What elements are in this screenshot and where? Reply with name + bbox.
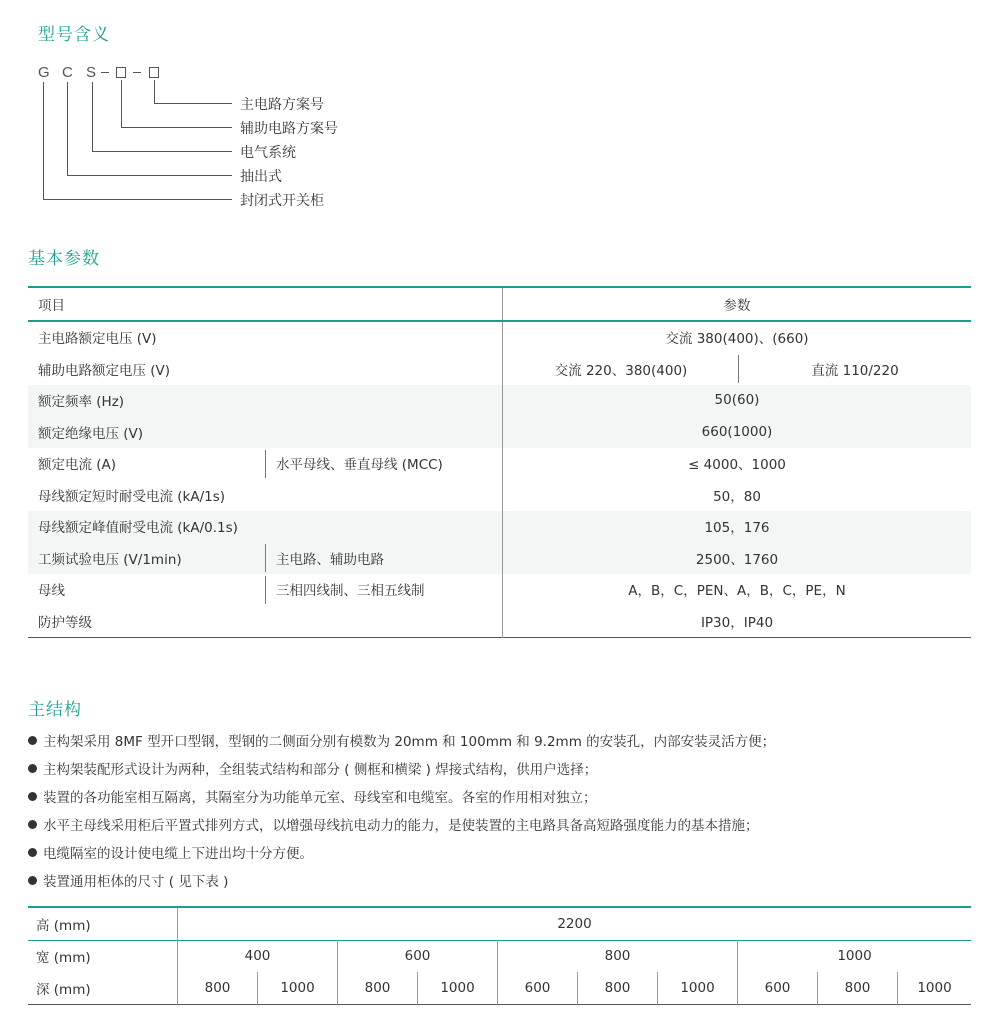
connector bbox=[92, 82, 93, 151]
row-label: 额定频率 (Hz) bbox=[28, 385, 503, 417]
cell-divider bbox=[265, 544, 266, 572]
cell-divider bbox=[265, 450, 266, 478]
depth-value: 600 bbox=[498, 972, 578, 1004]
connector bbox=[67, 175, 232, 176]
width-value: 400 bbox=[178, 940, 338, 972]
table-row bbox=[28, 416, 971, 448]
row-value: A，B，C，PEN、A，B，C，PE，N bbox=[503, 574, 972, 606]
code-s: S bbox=[86, 64, 97, 81]
bullet-text: 主构架装配形式设计为两种，全组装式结构和部分 ( 侧框和横梁 ) 焊接式结构，供用户选择； bbox=[43, 762, 598, 778]
table-row bbox=[28, 385, 971, 417]
width-label: 宽 (mm) bbox=[36, 950, 91, 967]
depth-value: 800 bbox=[818, 972, 898, 1004]
width-value: 600 bbox=[338, 940, 498, 972]
row-label-cell bbox=[28, 574, 266, 606]
row-label: 母线额定短时耐受电流 (kA/1s) bbox=[38, 488, 226, 505]
row-label: 工频试验电压 (V/1min) bbox=[38, 551, 182, 568]
row-value: IP30，IP40 bbox=[503, 605, 972, 637]
connector bbox=[43, 82, 44, 199]
structure-title: 主结构 bbox=[28, 700, 82, 720]
table-row bbox=[28, 542, 971, 574]
depth-value: 1000 bbox=[898, 972, 972, 1004]
depth-value: 1000 bbox=[658, 972, 738, 1004]
params-table bbox=[28, 286, 971, 638]
depth-value: 800 bbox=[178, 972, 258, 1004]
width-value: 1000 bbox=[738, 940, 972, 972]
row-label: 额定绝缘电压 (V) bbox=[28, 416, 503, 448]
bullet-icon bbox=[28, 736, 37, 745]
label-withdrawable: 抽出式 bbox=[240, 169, 282, 185]
row-label: 母线额定峰值耐受电流 (kA/0.1s) bbox=[28, 511, 503, 543]
list-item bbox=[28, 788, 775, 816]
code-box-main bbox=[149, 67, 159, 78]
list-item bbox=[28, 872, 775, 900]
row-value: 50(60) bbox=[503, 385, 972, 417]
row-label: 额定电流 (A) bbox=[38, 457, 117, 474]
table-row bbox=[28, 972, 971, 1004]
row-value: 50，80 bbox=[503, 479, 972, 511]
code-dash bbox=[101, 72, 109, 73]
depth-value: 800 bbox=[578, 972, 658, 1004]
depth-value: 1000 bbox=[418, 972, 498, 1004]
size-table bbox=[28, 906, 971, 1005]
label-main-circuit: 主电路方案号 bbox=[240, 97, 324, 113]
row-value: ≤ 4000、1000 bbox=[503, 448, 972, 480]
list-item bbox=[28, 760, 775, 788]
bullet-text: 主构架采用 8MF 型开口型钢，型钢的二侧面分别有模数为 20mm 和 100mm 和 9.2mm 的安装孔，内部安装灵活方便； bbox=[43, 734, 776, 750]
row-value: 2500、1760 bbox=[503, 542, 972, 574]
code-dash bbox=[133, 72, 141, 73]
row-sublabel: 水平母线、垂直母线 (MCC) bbox=[276, 457, 443, 474]
header-item: 项目 bbox=[38, 297, 65, 314]
table-row bbox=[28, 321, 971, 354]
label-enclosed-switchgear: 封闭式开关柜 bbox=[240, 193, 324, 209]
connector bbox=[67, 82, 68, 175]
code-g: G bbox=[38, 64, 50, 81]
table-row bbox=[28, 511, 971, 543]
row-value-dc: 直流 110/220 bbox=[811, 362, 899, 379]
bullet-text: 装置的各功能室相互隔离，其隔室分为功能单元室、母线室和电缆室。各室的作用相对独立； bbox=[43, 790, 597, 806]
height-value: 2200 bbox=[178, 907, 972, 940]
row-sublabel: 三相四线制、三相五线制 bbox=[276, 583, 425, 600]
params-title: 基本参数 bbox=[28, 249, 100, 269]
height-label: 高 (mm) bbox=[36, 917, 91, 934]
bullet-text: 装置通用柜体的尺寸 ( 见下表 ) bbox=[43, 874, 229, 890]
list-item bbox=[28, 844, 775, 872]
table-row bbox=[28, 353, 971, 385]
bullet-icon bbox=[28, 848, 37, 857]
bullet-text: 电缆隔室的设计使电缆上下进出均十分方便。 bbox=[43, 846, 313, 862]
depth-value: 800 bbox=[338, 972, 418, 1004]
cell-divider bbox=[265, 576, 266, 604]
connector bbox=[154, 103, 232, 104]
table-row bbox=[28, 448, 971, 480]
row-value: 105，176 bbox=[503, 511, 972, 543]
list-item bbox=[28, 732, 775, 760]
depth-value: 600 bbox=[738, 972, 818, 1004]
row-label-cell bbox=[28, 542, 266, 574]
label-electrical-system: 电气系统 bbox=[240, 145, 296, 161]
table-row bbox=[28, 907, 971, 940]
model-title: 型号含义 bbox=[38, 25, 110, 45]
connector bbox=[121, 127, 232, 128]
header-param: 参数 bbox=[503, 287, 972, 321]
bullet-icon bbox=[28, 820, 37, 829]
table-row bbox=[28, 479, 971, 511]
connector bbox=[43, 199, 232, 200]
row-label: 母线 bbox=[38, 583, 65, 600]
row-value: 660(1000) bbox=[503, 416, 972, 448]
connector bbox=[121, 80, 122, 127]
row-value: 交流 380(400)、(660) bbox=[503, 321, 972, 354]
row-value-ac bbox=[503, 353, 740, 385]
code-box-aux bbox=[116, 67, 126, 78]
row-label: 主电路额定电压 (V) bbox=[38, 331, 157, 348]
row-label: 辅助电路额定电压 (V) bbox=[38, 362, 171, 379]
depth-value: 1000 bbox=[258, 972, 338, 1004]
list-item bbox=[28, 816, 775, 844]
bullet-icon bbox=[28, 764, 37, 773]
connector bbox=[92, 151, 232, 152]
row-value-ac-text: 交流 220、380(400) bbox=[554, 362, 688, 379]
row-sublabel: 主电路、辅助电路 bbox=[266, 542, 503, 574]
depth-label: 深 (mm) bbox=[36, 981, 91, 998]
table-header-row bbox=[28, 287, 971, 321]
code-c: C bbox=[62, 64, 73, 81]
cell-divider bbox=[738, 355, 739, 383]
row-label: 防护等级 bbox=[38, 614, 92, 631]
table-row bbox=[28, 574, 971, 606]
table-row bbox=[28, 940, 971, 972]
structure-bullet-list bbox=[28, 732, 775, 900]
width-value: 800 bbox=[498, 940, 738, 972]
label-aux-circuit: 辅助电路方案号 bbox=[240, 121, 338, 137]
bullet-icon bbox=[28, 792, 37, 801]
table-row bbox=[28, 605, 971, 637]
bullet-text: 水平主母线采用柜后平置式排列方式，以增强母线抗电动力的能力，是使装置的主电路具备高短路强度能力的基本措施； bbox=[43, 818, 759, 834]
connector bbox=[154, 80, 155, 103]
bullet-icon bbox=[28, 876, 37, 885]
row-label-cell bbox=[28, 448, 266, 480]
